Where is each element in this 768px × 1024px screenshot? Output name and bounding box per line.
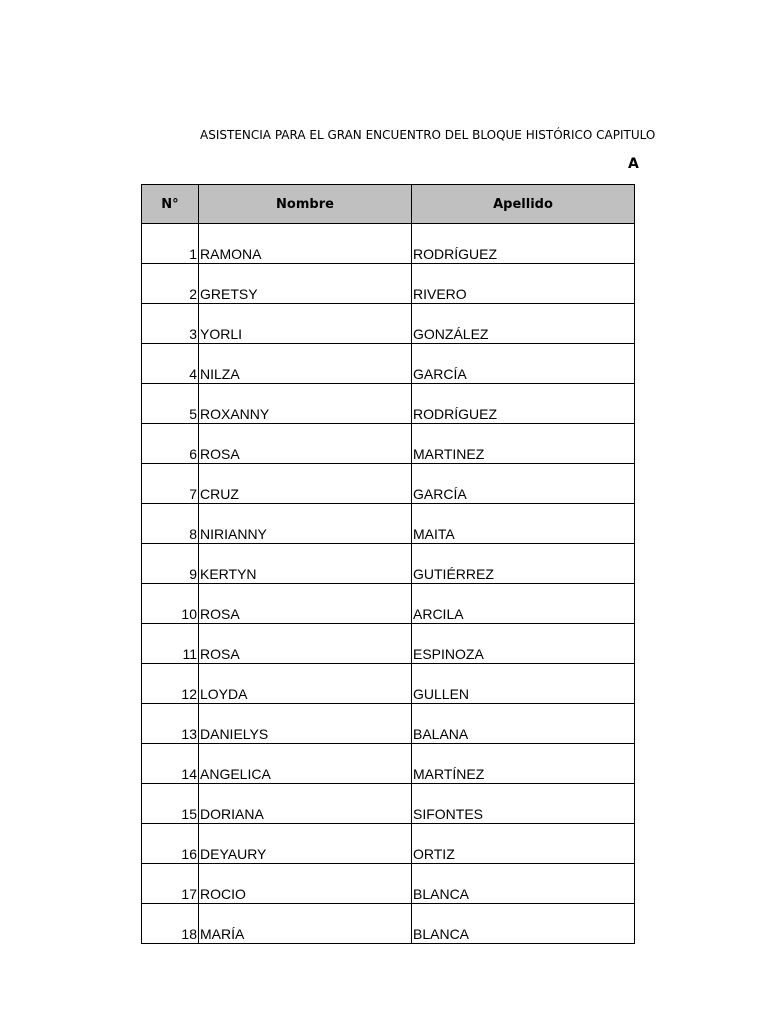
cell-number: 5 [142, 384, 199, 424]
cell-name: MARÍA [199, 904, 412, 944]
cell-lastname: MAITA [412, 504, 635, 544]
cell-number: 2 [142, 264, 199, 304]
cell-lastname: RIVERO [412, 264, 635, 304]
cell-number: 12 [142, 664, 199, 704]
cell-lastname: RODRÍGUEZ [412, 224, 635, 264]
cell-number: 11 [142, 624, 199, 664]
table-row [142, 584, 635, 624]
cell-number: 1 [142, 224, 199, 264]
cell-number: 8 [142, 504, 199, 544]
table-row [142, 424, 635, 464]
table-row [142, 464, 635, 504]
cell-number: 14 [142, 744, 199, 784]
table-body [142, 224, 635, 944]
cell-name: ROXANNY [199, 384, 412, 424]
cell-lastname: MARTÍNEZ [412, 744, 635, 784]
cell-name: DORIANA [199, 784, 412, 824]
cell-number: 16 [142, 824, 199, 864]
table-row [142, 664, 635, 704]
table-row [142, 864, 635, 904]
cell-number: 10 [142, 584, 199, 624]
table-header [142, 185, 635, 224]
table-row [142, 824, 635, 864]
cell-lastname: GARCÍA [412, 344, 635, 384]
cell-lastname: BLANCA [412, 864, 635, 904]
cell-name: DEYAURY [199, 824, 412, 864]
table-row [142, 784, 635, 824]
cell-number: 3 [142, 304, 199, 344]
cell-number: 7 [142, 464, 199, 504]
column-header-name: Nombre [199, 185, 412, 224]
cell-lastname: GONZÁLEZ [412, 304, 635, 344]
cell-number: 17 [142, 864, 199, 904]
cell-number: 6 [142, 424, 199, 464]
cell-number: 4 [142, 344, 199, 384]
cell-lastname: ORTIZ [412, 824, 635, 864]
cell-lastname: SIFONTES [412, 784, 635, 824]
cell-name: NILZA [199, 344, 412, 384]
cell-lastname: MARTINEZ [412, 424, 635, 464]
table-row [142, 344, 635, 384]
cell-name: DANIELYS [199, 704, 412, 744]
cell-lastname: GARCÍA [412, 464, 635, 504]
cell-name: ROCIO [199, 864, 412, 904]
table-row [142, 544, 635, 584]
cell-name: LOYDA [199, 664, 412, 704]
cell-name: NIRIANNY [199, 504, 412, 544]
cell-lastname: GUTIÉRREZ [412, 544, 635, 584]
table-row [142, 304, 635, 344]
cell-name: GRETSY [199, 264, 412, 304]
cell-lastname: BLANCA [412, 904, 635, 944]
cell-number: 13 [142, 704, 199, 744]
cell-name: ANGELICA [199, 744, 412, 784]
cell-number: 15 [142, 784, 199, 824]
cell-lastname: BALANA [412, 704, 635, 744]
table-row [142, 624, 635, 664]
cell-number: 9 [142, 544, 199, 584]
cell-name: YORLI [199, 304, 412, 344]
cell-name: ROSA [199, 624, 412, 664]
cell-number: 18 [142, 904, 199, 944]
cell-lastname: ESPINOZA [412, 624, 635, 664]
cell-lastname: RODRÍGUEZ [412, 384, 635, 424]
cell-name: ROSA [199, 584, 412, 624]
table-row [142, 904, 635, 944]
table-row [142, 264, 635, 304]
cell-name: KERTYN [199, 544, 412, 584]
table-row [142, 224, 635, 264]
table-row [142, 504, 635, 544]
column-header-lastname: Apellido [412, 185, 635, 224]
cell-name: CRUZ [199, 464, 412, 504]
cell-name: RAMONA [199, 224, 412, 264]
table-row [142, 704, 635, 744]
cell-lastname: ARCILA [412, 584, 635, 624]
column-header-number: N° [142, 185, 199, 224]
table-row [142, 744, 635, 784]
attendance-table [141, 184, 635, 944]
table-row [142, 384, 635, 424]
cell-name: ROSA [199, 424, 412, 464]
cell-lastname: GULLEN [412, 664, 635, 704]
page-title: ASISTENCIA PARA EL GRAN ENCUENTRO DEL BLOQUE HISTÓRICO CAPITULO [200, 128, 656, 142]
header-row [142, 185, 635, 224]
page-subtitle: A [628, 156, 639, 172]
